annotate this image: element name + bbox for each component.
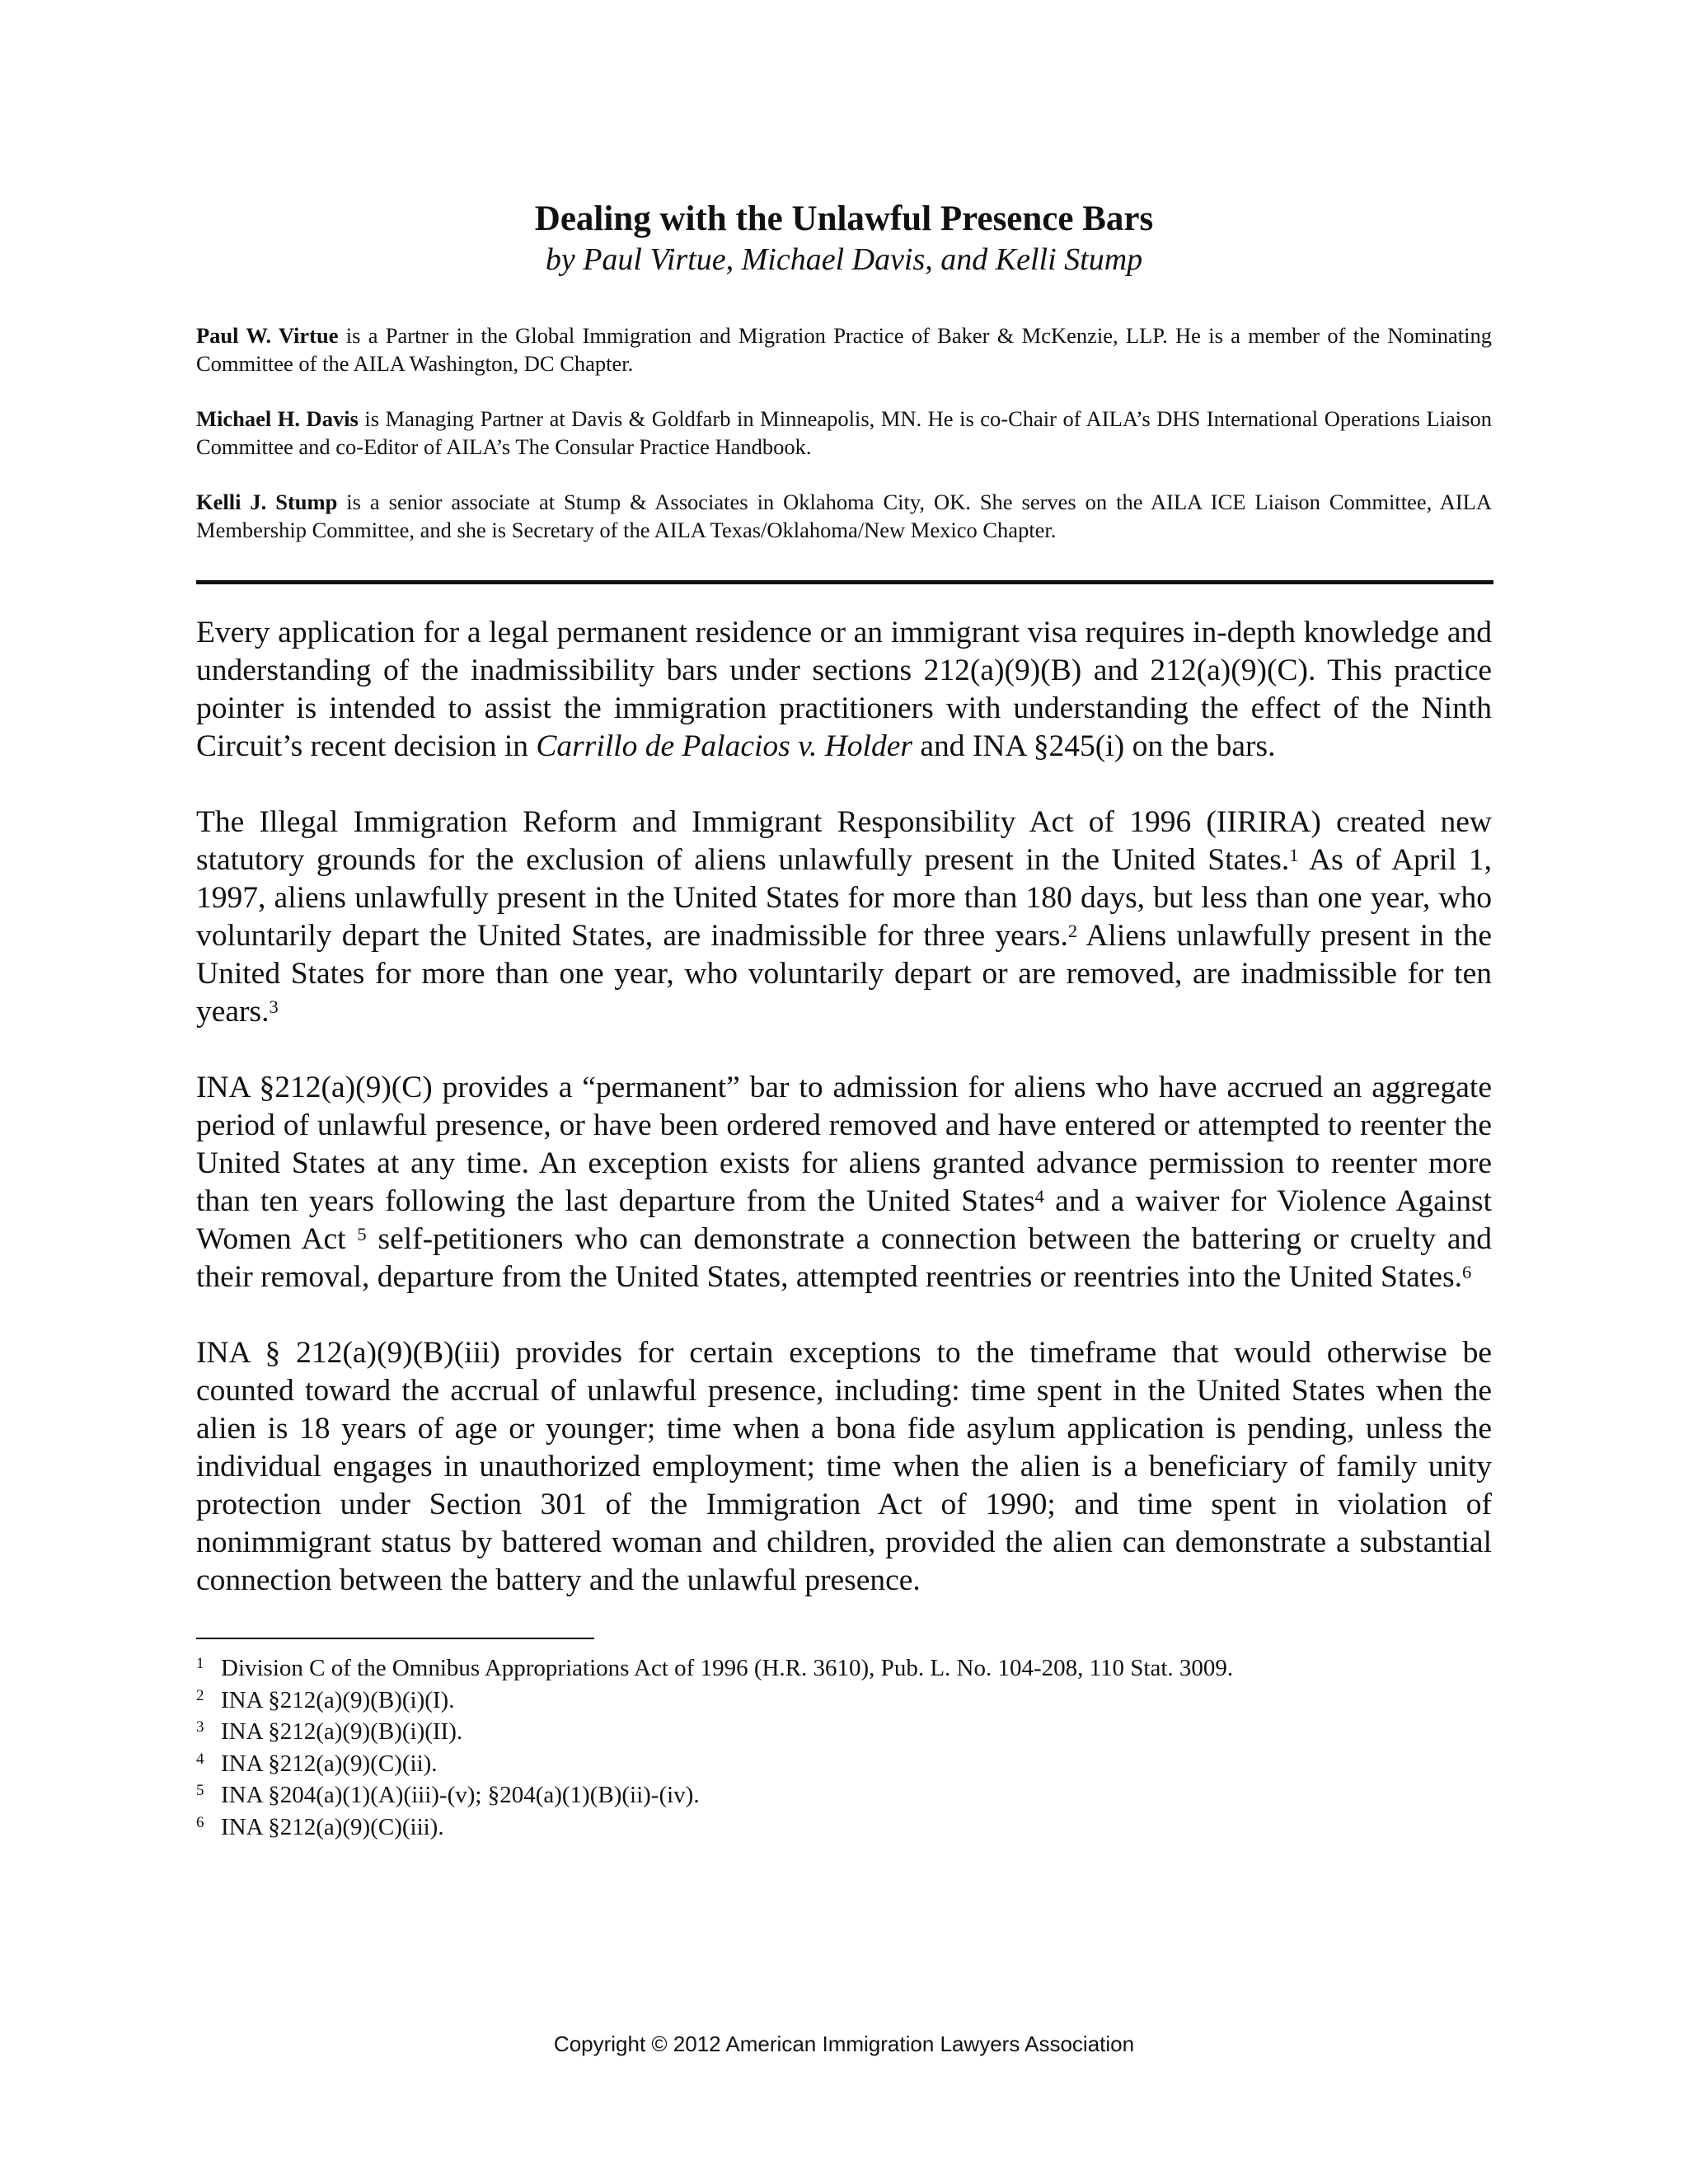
paragraph-text: Every application for a legal permanent residence or an immigrant visa requires in-depth knowledge and understanding of the inadmissibility bars under sections 212(a)(9)(B) and 212(a)(9)(C). This practice pointer is intended to assist the immigration practitioners with understanding the effect of the Ninth Circuit’s recent decision in: [196, 616, 1492, 763]
footnote-number: 6: [196, 1813, 204, 1831]
paragraph-text: Aliens unlawfully present in the United States for more than one year, who voluntarily depart or are removed, are inadmissible for ten years.: [196, 919, 1492, 1029]
footnote-divider: [196, 1638, 594, 1639]
footnote-ref-3[interactable]: 3: [269, 996, 279, 1017]
body-paragraph-4: INA § 212(a)(9)(B)(iii) provides for certain exceptions to the timeframe that would otherwise be counted toward the accrual of unlawful presence, including: time spent in the United States when the alien is 18 years of age or younger; time when a bona fide asylum application is pending, unless the individual engages in unauthorized employment; time when the alien is a beneficiary of family unity protection under Section 301 of the Immigration Act of 1990; and time spent in violation of nonimmigrant status by battered woman and children, provided the alien can demonstrate a substantial connection between the battery and the unlawful presence.: [196, 1336, 1492, 1597]
document-byline: by Paul Virtue, Michael Davis, and Kelli Stump: [545, 242, 1143, 277]
footnote-number: 3: [196, 1718, 204, 1736]
footnote-number: 1: [196, 1655, 204, 1672]
body-paragraph-2: [196, 804, 1492, 1031]
footnote-item: [196, 1813, 1492, 1845]
author-name: Michael H. Davis: [196, 406, 359, 431]
author-bio-stump: [196, 488, 1492, 544]
document-title: Dealing with the Unlawful Presence Bars: [534, 199, 1154, 238]
footnote-text: INA §212(a)(9)(B)(i)(II).: [221, 1718, 463, 1745]
paragraph-text: As of April 1, 1997, aliens unlawfully present in the United States for more than 180 days, but less than one year, who voluntarily depart the United States, are inadmissible for three years.: [196, 843, 1493, 953]
footnote-ref-2[interactable]: 2: [1067, 920, 1078, 941]
footnote-item: [196, 1654, 1492, 1686]
document-page: [196, 198, 1492, 1844]
copyright-footer: Copyright © 2012 American Immigration Lawyers Association: [553, 2032, 1135, 2056]
paragraph-text: and INA §245(i) on the bars.: [912, 729, 1276, 763]
footnote-ref-4[interactable]: 4: [1034, 1185, 1044, 1207]
author-bio-davis: [196, 405, 1492, 461]
case-citation: Carrillo de Palacios v. Holder: [536, 729, 912, 763]
footnote-text: INA §212(a)(9)(C)(ii).: [221, 1750, 438, 1777]
body-paragraph-1: [196, 614, 1492, 766]
footnote-item: [196, 1750, 1492, 1782]
footnote-number: 4: [196, 1750, 204, 1768]
footnote-number: 5: [196, 1782, 204, 1799]
author-bio-text: is a Partner in the Global Immigration and Migration Practice of Baker & McKenzie, LLP. He is a member of the Nominating Committee of the AILA Washington, DC Chapter.: [196, 323, 1492, 376]
paragraph-text: The Illegal Immigration Reform and Immigrant Responsibility Act of 1996 (IIRIRA) created new statutory grounds for the exclusion of aliens unlawfully present in the United States.: [196, 805, 1492, 877]
author-bio-virtue: [196, 321, 1492, 377]
footnote-ref-6[interactable]: 6: [1461, 1261, 1472, 1282]
footnote-text: Division C of the Omnibus Appropriations Act of 1996 (H.R. 3610), Pub. L. No. 104-208, 110 Stat. 3009.: [221, 1655, 1234, 1681]
body-paragraph-3: [196, 1069, 1492, 1296]
footnote-item: [196, 1718, 1492, 1750]
footnote-text: INA §204(a)(1)(A)(iii)-(v); §204(a)(1)(B)(ii)-(iv).: [221, 1782, 700, 1808]
author-bio-text: is Managing Partner at Davis & Goldfarb in Minneapolis, MN. He is co-Chair of AILA’s DHS International Operations Liaison Committee and co-Editor of AILA’s The Consular Practice Handbook.: [196, 406, 1492, 459]
author-name: Kelli J. Stump: [196, 490, 338, 514]
author-name: Paul W. Virtue: [196, 323, 339, 348]
footnote-ref-5[interactable]: 5: [357, 1223, 367, 1244]
footnote-text: INA §212(a)(9)(B)(i)(I).: [221, 1686, 455, 1713]
footnote-item: [196, 1781, 1492, 1813]
paragraph-text: and a waiver for Violence Against Women Act: [196, 1184, 1492, 1256]
paragraph-text: self-petitioners who can demonstrate a connection between the battering or cruelty and their removal, departure from the United States, attempted reentries or reentries into the United States.: [196, 1222, 1492, 1294]
footnote-item: [196, 1686, 1492, 1718]
footnote-ref-1[interactable]: 1: [1289, 844, 1299, 865]
section-divider: [196, 580, 1493, 584]
footnote-text: INA §212(a)(9)(C)(iii).: [221, 1813, 444, 1840]
footnote-number: 2: [196, 1686, 204, 1704]
paragraph-text: INA §212(a)(9)(C) provides a “permanent” bar to admission for aliens who have accrued an aggregate period of unlawful presence, or have been ordered removed and have entered or attempted to reenter the United States at any time. An exception exists for aliens granted advance permission to reenter more than ten years following the last departure from the United States: [196, 1071, 1492, 1218]
footnotes: [196, 1654, 1492, 1844]
author-bio-text: is a senior associate at Stump & Associates in Oklahoma City, OK. She serves on the AILA ICE Liaison Committee, AILA Membership Committee, and she is Secretary of the AILA Texas/Oklahoma/New Mexico Chapter.: [196, 490, 1492, 542]
